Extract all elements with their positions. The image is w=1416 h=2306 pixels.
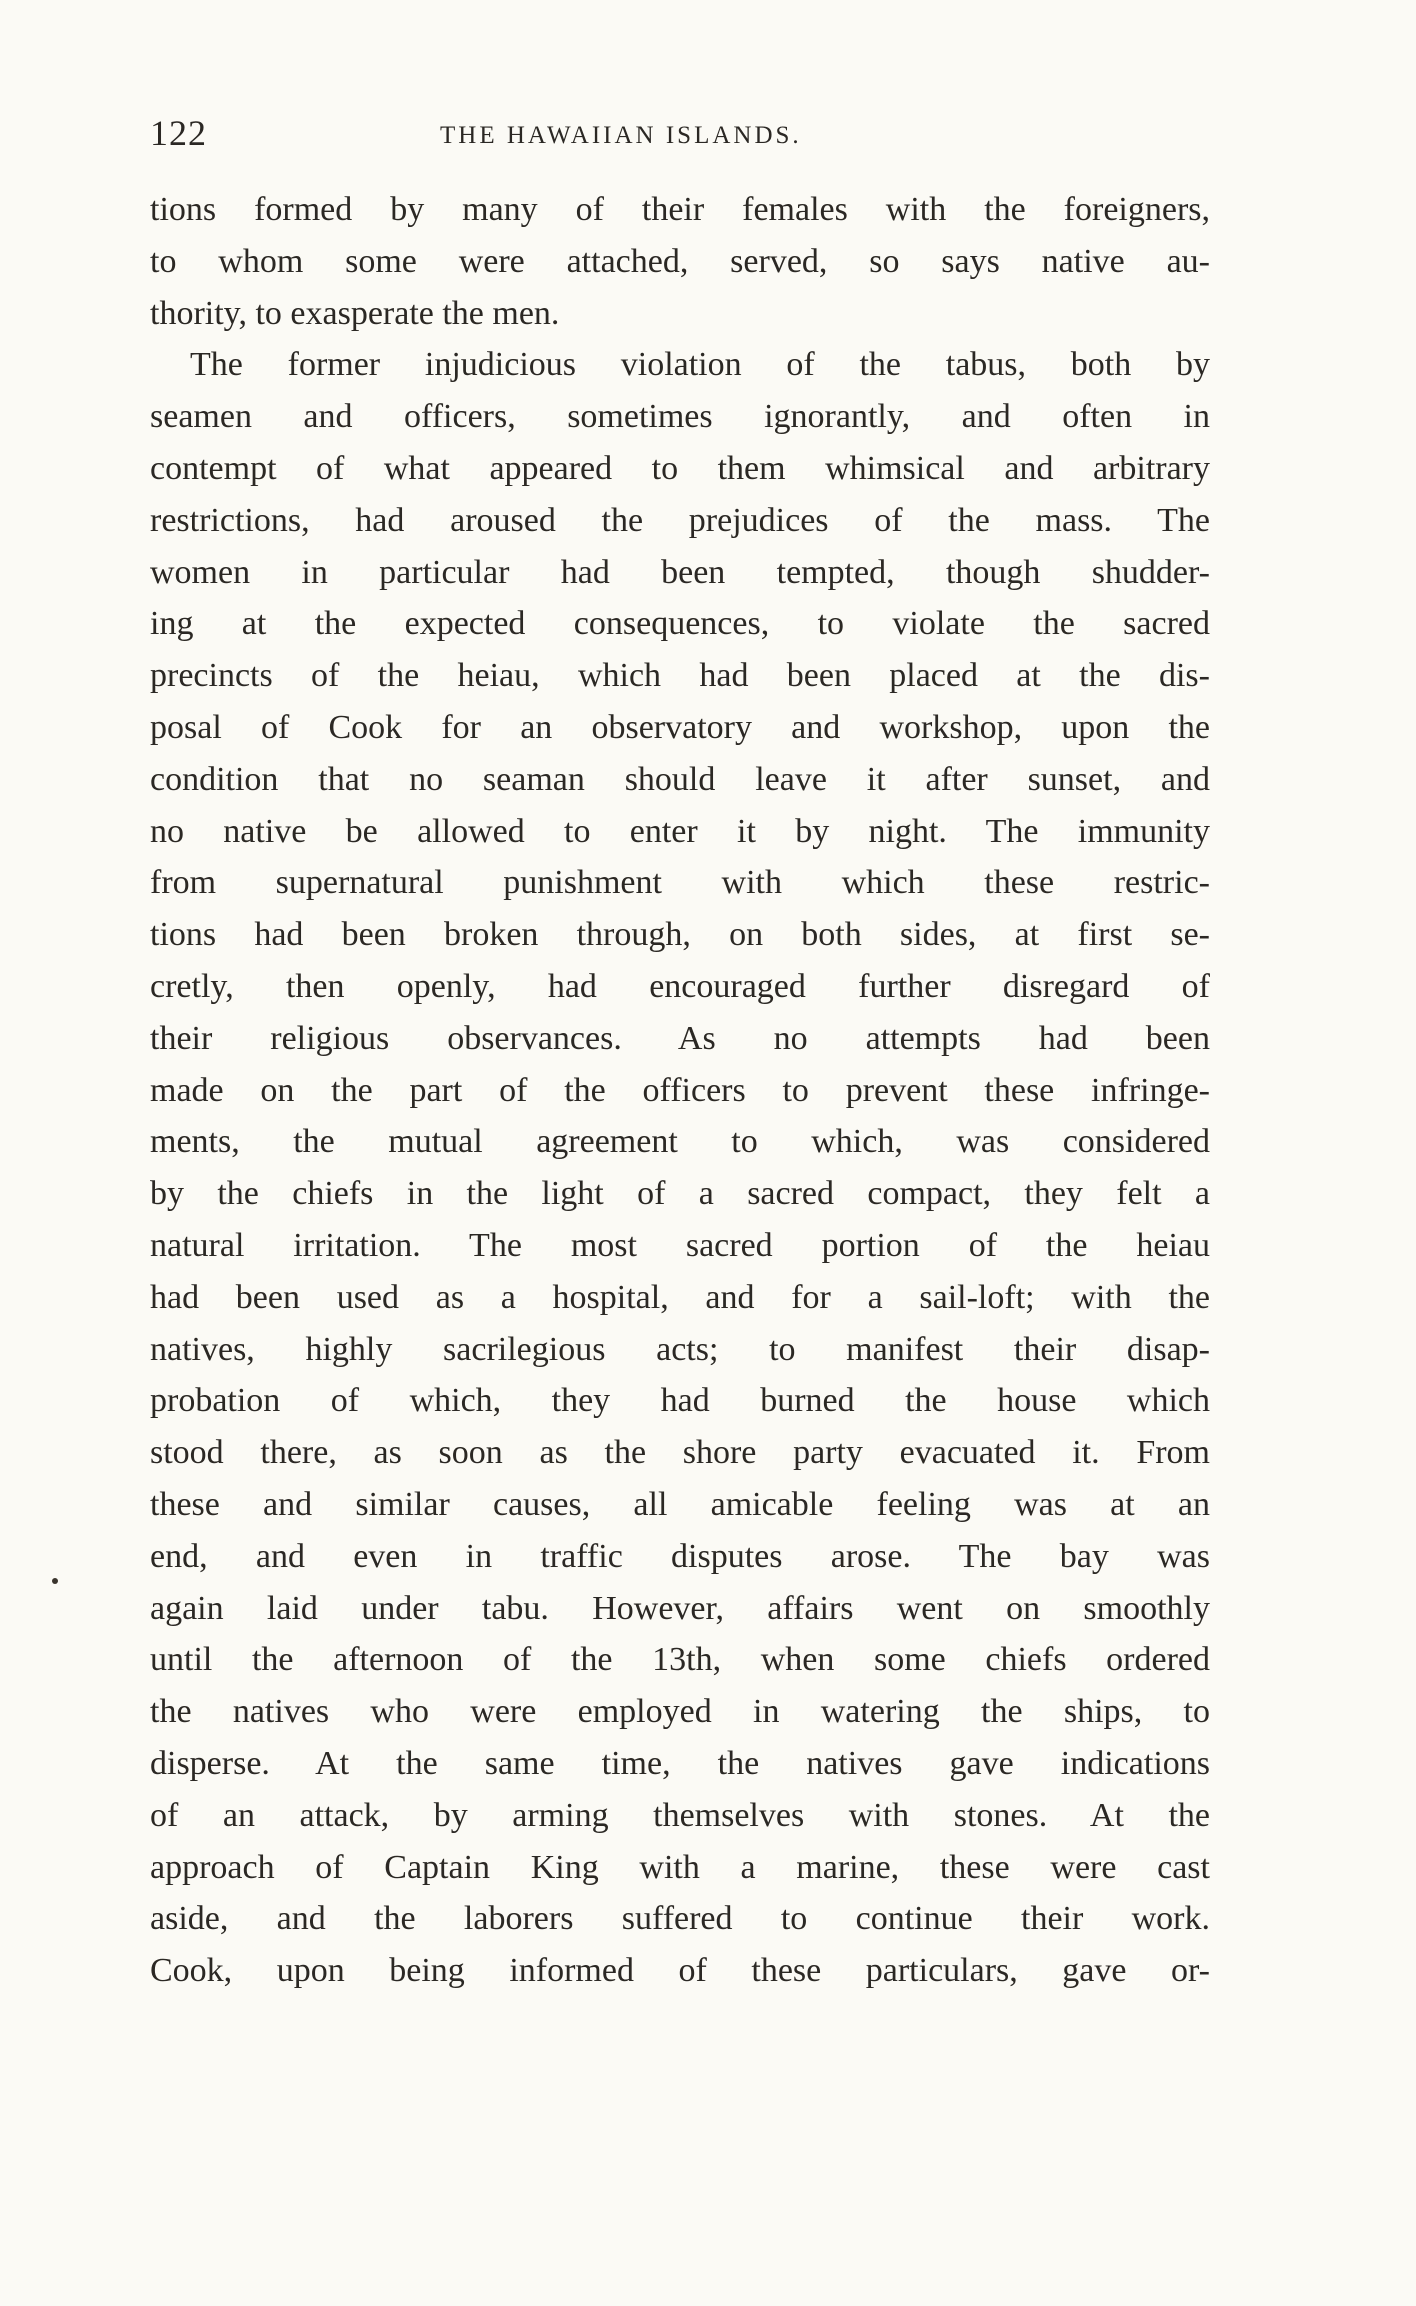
text-line: disperse. At the same time, the natives gave indications [150, 1744, 1210, 1782]
text-line: precincts of the heiau, which had been placed at the dis- [150, 657, 1210, 695]
text-line: end, and even in traffic disputes arose. The bay was [150, 1537, 1210, 1575]
text-line: by the chiefs in the light of a sacred compact, they felt a [150, 1175, 1210, 1213]
text-line: no native be allowed to enter it by night. The immunity [150, 812, 1210, 850]
text-line: Cook, upon being informed of these particulars, gave or- [150, 1952, 1210, 1990]
page-number: 122 [150, 113, 207, 153]
text-line: probation of which, they had burned the house which [150, 1382, 1210, 1420]
text-line: women in particular had been tempted, though shudder- [150, 553, 1210, 591]
text-line: stood there, as soon as the shore party evacuated it. From [150, 1434, 1210, 1472]
page-header [150, 112, 1210, 162]
text-line: posal of Cook for an observatory and workshop, upon the [150, 708, 1210, 746]
text-line: natural irritation. The most sacred portion of the heiau [150, 1226, 1210, 1264]
text-line: to whom some were attached, served, so says native au- [150, 242, 1210, 280]
text-line: contempt of what appeared to them whimsical and arbitrary [150, 449, 1210, 487]
text-line: restrictions, had aroused the prejudices of the mass. The [150, 501, 1210, 539]
text-line: aside, and the laborers suffered to continue their work. [150, 1900, 1210, 1938]
text-line: thority, to exasperate the men. [150, 294, 560, 332]
margin-mark [52, 1578, 58, 1584]
text-line: had been used as a hospital, and for a sail-loft; with the [150, 1278, 1210, 1316]
text-line: The former injudicious violation of the tabus, both by [190, 346, 1210, 384]
text-line: their religious observances. As no attempts had been [150, 1019, 1210, 1057]
text-line: approach of Captain King with a marine, these were cast [150, 1848, 1210, 1886]
text-line: ments, the mutual agreement to which, was considered [150, 1123, 1210, 1161]
text-line: ing at the expected consequences, to violate the sacred [150, 605, 1210, 643]
text-line: condition that no seaman should leave it after sunset, and [150, 760, 1210, 798]
text-line: cretly, then openly, had encouraged further disregard of [150, 967, 1210, 1005]
text-line: these and similar causes, all amicable feeling was at an [150, 1485, 1210, 1523]
text-line: natives, highly sacrilegious acts; to manifest their disap- [150, 1330, 1210, 1368]
body-text [150, 184, 1210, 1997]
text-line: tions formed by many of their females with the foreigners, [150, 191, 1210, 228]
text-line: seamen and officers, sometimes ignorantly, and often in [150, 398, 1210, 436]
text-line: of an attack, by arming themselves with stones. At the [150, 1796, 1210, 1834]
text-line: again laid under tabu. However, affairs went on smoothly [150, 1589, 1210, 1627]
text-line: tions had been broken through, on both sides, at first se- [150, 916, 1210, 954]
text-line: made on the part of the officers to prevent these infringe- [150, 1071, 1210, 1109]
text-line: until the afternoon of the 13th, when some chiefs ordered [150, 1641, 1210, 1679]
text-line: from supernatural punishment with which these restric- [150, 864, 1210, 902]
running-title: THE HAWAIIAN ISLANDS. [440, 122, 802, 149]
text-line: the natives who were employed in watering the ships, to [150, 1693, 1210, 1731]
